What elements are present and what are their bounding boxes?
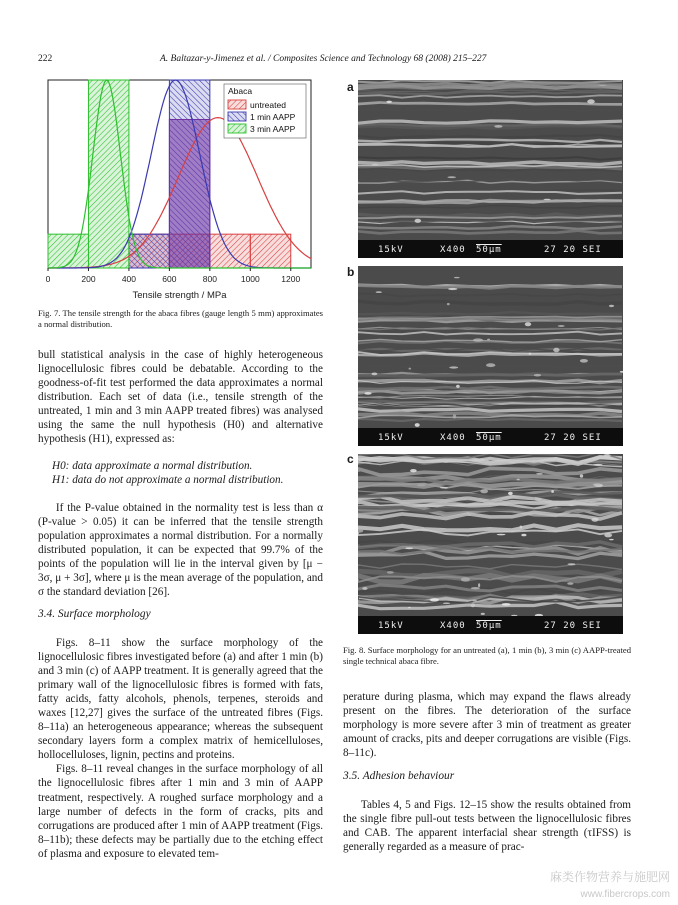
paragraph-surface-text: Figs. 8–11 show the surface morphology of the lignocellulosic fibres investigated before (a) and after 1 min (b) and 3 min (c) of AAPP treatment. It is generally agreed that the primary wall of the lignocellulosic fibres is formed with fats, fatty acids, fatty alcohols, phenols, terpenes, steroids and waxes [12,27] gives the surface of the untreated fibres (Figs. 8–11a) an heterogeneous appearance; whereas the subsequent secondary layers form a complex matrix of hemicelluloses, hollocelluloses, lignin, pectins and proteins. — [38, 637, 323, 762]
sem-image-3min — [358, 454, 623, 634]
paragraph-plasma-text: perature during plasma, which may expand the flaws already present on the fibres. The deterioration of the surface morphology is more severe after 3 min of treatment as greater amount of cracks, pits and deeper corrugations are visible (Figs. 8–11c). — [343, 691, 631, 760]
sem-mag: X400 — [440, 433, 466, 443]
sem-mag: X400 — [440, 621, 466, 631]
paragraph-adhesion-text: Tables 4, 5 and Figs. 12–15 show the results obtained from the single fibre pull-out tests between the lignocellulosic fibres and CAB. The apparent interfacial shear strength (τIFSS) is generally regarded as a measure of prac- — [343, 799, 631, 854]
legend-label: 1 min AAPP — [250, 112, 296, 122]
section-heading-3-4: 3.4. Surface morphology — [38, 608, 151, 620]
sem-image-1min — [358, 266, 623, 446]
left-column — [38, 348, 323, 446]
watermark-url: www.fibercrops.com — [580, 889, 670, 900]
figure-7-chart — [38, 72, 323, 304]
paragraph-pvalue — [38, 501, 323, 599]
sem-id: 27 20 SEI — [544, 245, 602, 255]
histogram-chart — [38, 72, 323, 304]
legend-label: untreated — [250, 100, 286, 110]
sem-kv: 15kV — [378, 621, 404, 631]
sem-info-bar — [358, 240, 623, 258]
x-tick-label: 600 — [162, 274, 177, 284]
x-tick-label: 0 — [45, 274, 51, 284]
paragraph-changes-text: Figs. 8–11 reveal changes in the surface morphology of all the lignocellulosic fibres after 1 min and 3 min of AAPP treatment, respectively. A roughed surface morphology and a large number of defects in the form of cracks, pits and corrugations are produced after 1 min of AAPP treatment (Figs. 8–11b); these defects may be partially due to the etching effect of plasma and exposure to elevated tem- — [38, 763, 323, 860]
running-title: A. Baltazar-y-Jimenez et al. / Composites Science and Technology 68 (2008) 215–227 — [160, 54, 487, 64]
x-tick-label: 400 — [121, 274, 137, 284]
sem-scale: 50µm — [476, 245, 502, 255]
panel-label-b: b — [347, 265, 355, 279]
bar-untreated — [250, 234, 290, 268]
sem-scale: 50µm — [476, 621, 502, 631]
paragraph-surface — [38, 636, 323, 861]
x-axis-label: Tensile strength / MPa — [132, 290, 227, 301]
sem-id: 27 20 SEI — [544, 433, 602, 443]
x-tick-label: 1000 — [240, 274, 260, 284]
fibre-texture-b — [358, 266, 623, 428]
x-tick-label: 200 — [81, 274, 96, 284]
legend-swatch — [228, 124, 246, 133]
sem-info-bar — [358, 428, 623, 446]
legend-swatch — [228, 100, 246, 109]
figure-8-caption: Fig. 8. Surface morphology for an untreated (a), 1 min (b), 3 min (c) AAPP-treated single technical abaca fibre. — [343, 645, 631, 667]
sem-kv: 15kV — [378, 245, 404, 255]
fibre-texture-a — [358, 80, 623, 240]
x-tick-label: 800 — [202, 274, 217, 284]
panel-label-a: a — [347, 80, 354, 94]
bar-3-min-aapp — [48, 234, 88, 268]
sem-mag: X400 — [440, 245, 466, 255]
hypotheses — [52, 459, 322, 487]
legend-label: 3 min AAPP — [250, 124, 296, 134]
fibre-texture-c — [358, 454, 623, 616]
bar-overlap — [169, 119, 209, 268]
sem-info-bar — [358, 616, 623, 634]
figure-7-caption: Fig. 7. The tensile strength for the abaca fibres (gauge length 5 mm) approximates a normal distribution. — [38, 308, 323, 330]
paragraph-adhesion — [343, 798, 631, 854]
page-number: 222 — [38, 54, 53, 64]
watermark-cn: 麻类作物营养与施肥网 — [549, 870, 670, 884]
panel-label-c: c — [347, 452, 354, 466]
x-tick-label: 1200 — [281, 274, 301, 284]
sem-image-untreated — [358, 80, 623, 258]
section-heading-3-5: 3.5. Adhesion behaviour — [343, 770, 455, 782]
paragraph-plasma — [343, 690, 631, 760]
sem-scale: 50µm — [476, 433, 502, 443]
legend-title: Abaca — [228, 86, 253, 96]
paragraph-normality: bull statistical analysis in the case of highly heterogeneous lignocellulosic fibres could be debatable. According to the goodness-of-fit test performed the data approximates a normal distribution. Each set of data (i.e., tensile strength of the untreated, 1 min and 3 min AAPP treated fibres) was analysed using the same the null hypothesis (H0) and alternative hypothesis (H1), expressed as: — [38, 349, 323, 446]
sem-id: 27 20 SEI — [544, 621, 602, 631]
sem-kv: 15kV — [378, 433, 404, 443]
hypothesis-h1: H1: data do not approximate a normal distribution. — [52, 474, 284, 487]
paragraph-pvalue-text: If the P-value obtained in the normality test is less than α (P-value > 0.05) it can be inferred that the tensile strength population approximates a normal distribution. For a normally distributed population, it can be expected that 99.7% of the points of the population will lie in the interval given by [μ − 3σ, μ + 3σ], where μ is the mean average of the population, and σ the standard deviation [26]. — [38, 502, 323, 599]
legend-swatch — [228, 112, 246, 121]
bar-untreated — [210, 234, 250, 268]
hypothesis-h0: H0: data approximate a normal distribution. — [52, 460, 253, 472]
